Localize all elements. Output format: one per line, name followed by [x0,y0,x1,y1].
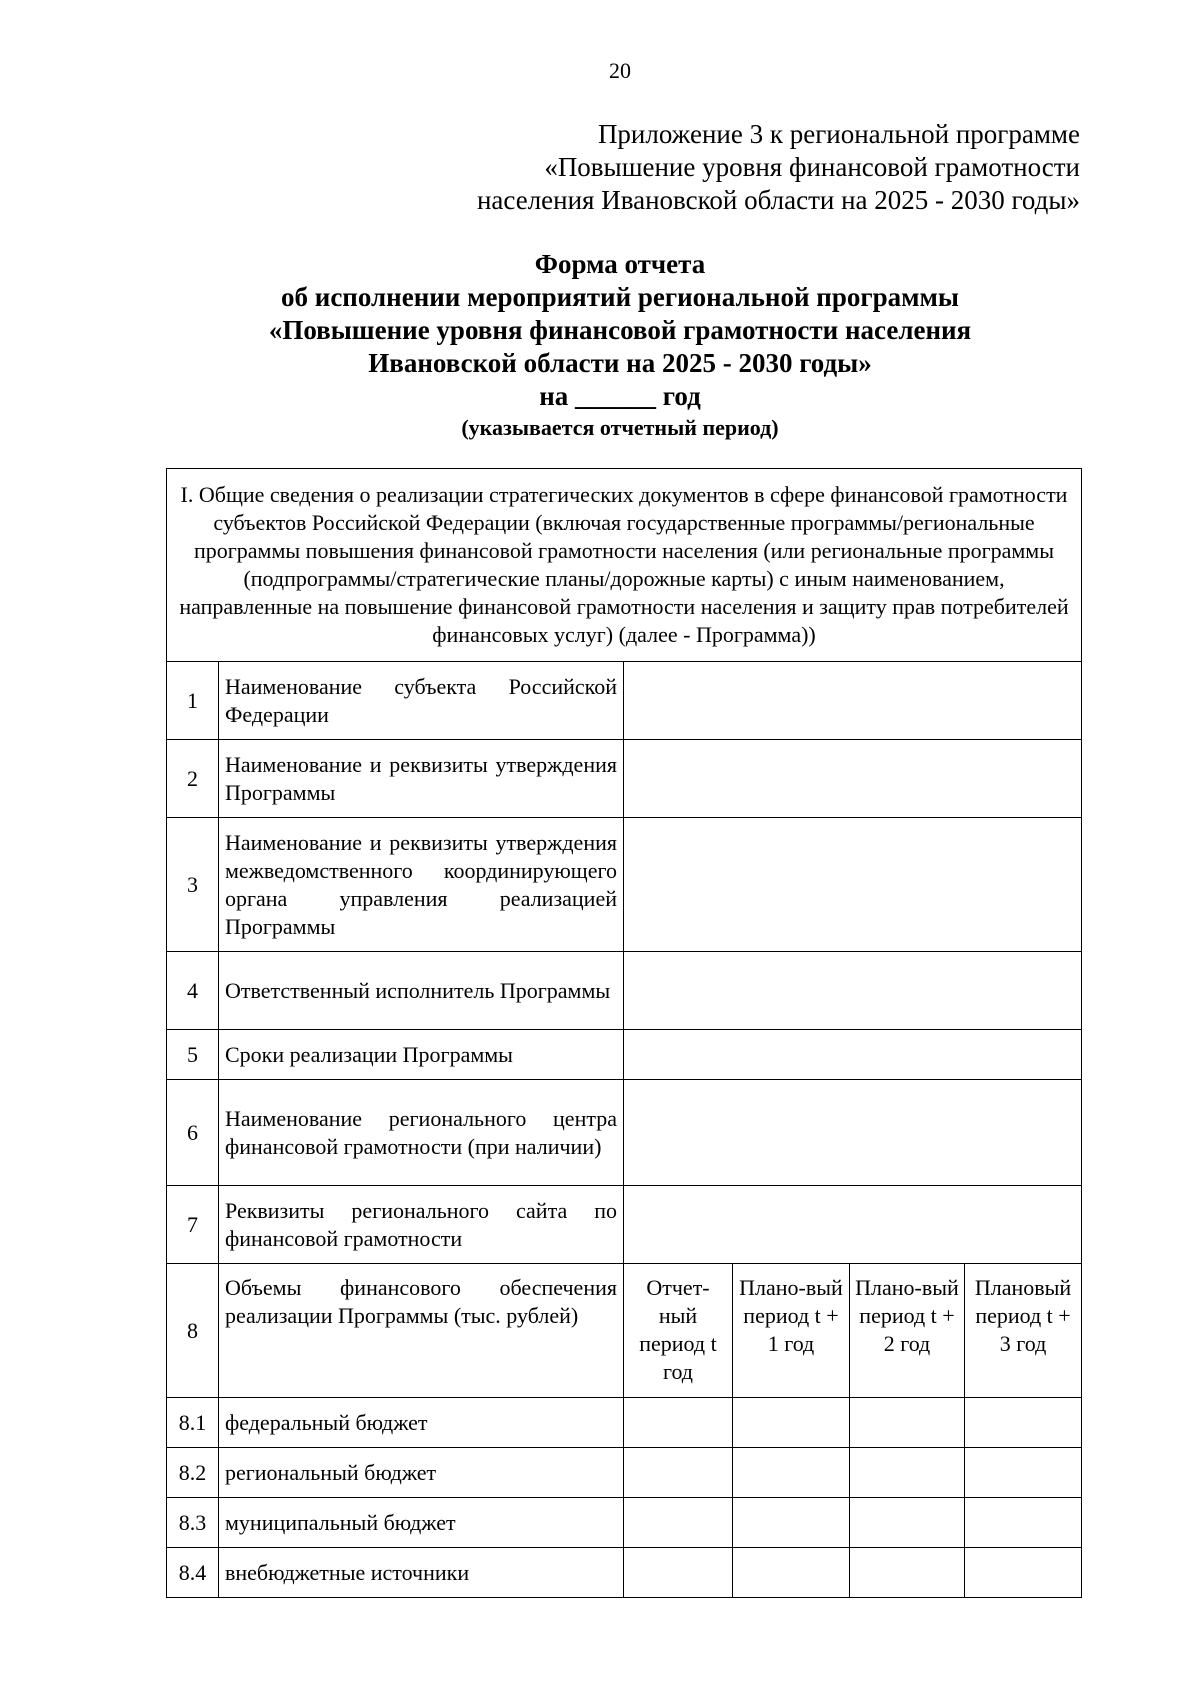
period-header-t2: Плано-вый период t + 2 год [850,1264,965,1398]
row-number: 3 [167,818,219,952]
value-cell[interactable] [965,1548,1082,1598]
row-number: 5 [167,1030,219,1080]
row-label: Наименование субъекта Российской Федерации [219,662,624,740]
table-row [167,1398,1082,1448]
table-row [167,662,1082,740]
value-cell[interactable] [965,1398,1082,1448]
value-cell[interactable] [850,1398,965,1448]
appendix-note [320,118,1080,217]
row-label: Наименование регионального центра финансовой грамотности (при наличии) [219,1080,624,1186]
value-cell[interactable] [733,1398,850,1448]
value-cell[interactable] [850,1448,965,1498]
title-line: Ивановской области на 2025 - 2030 годы» [368,348,872,378]
row-label: Реквизиты регионального сайта по финансовой грамотности [219,1186,624,1264]
row-number: 8.3 [167,1498,219,1548]
table-row [167,1186,1082,1264]
appendix-line: населения Ивановской области на 2025 - 2030 годы» [476,185,1080,215]
section-header: I. Общие сведения о реализации стратегических документов в сфере финансовой грамотности субъектов Российской Федерации (включая государственные программы/региональные программы повышения финансовой грамотности населения (или региональные программы (подпрограммы/стратегические планы/дорожные карты) с иным наименованием, направленные на повышение финансовой грамотности населения и защиту прав потребителей финансовых услуг) (далее - Программа)) [167,469,1082,662]
value-cell[interactable] [624,818,1082,952]
financing-header-row [167,1264,1082,1398]
report-form-table [166,468,1082,1598]
value-cell[interactable] [624,740,1082,818]
page-number: 20 [609,58,631,83]
row-label: Сроки реализации Программы [219,1030,624,1080]
value-cell[interactable] [733,1448,850,1498]
row-number: 7 [167,1186,219,1264]
value-cell[interactable] [624,1398,733,1448]
table-row [167,1030,1082,1080]
value-cell[interactable] [624,1548,733,1598]
title-line: об исполнении мероприятий региональной программы [281,282,959,312]
row-number: 8.1 [167,1398,219,1448]
value-cell[interactable] [965,1448,1082,1498]
form-title [140,248,1100,443]
value-cell[interactable] [624,1186,1082,1264]
period-header-t1: Плано-вый период t + 1 год [733,1264,850,1398]
row-label: Наименование и реквизиты утверждения Программы [219,740,624,818]
row-label: региональный бюджет [219,1448,624,1498]
value-cell[interactable] [624,1448,733,1498]
title-line: Форма отчета [534,249,706,279]
row-number: 8.2 [167,1448,219,1498]
row-label: Наименование и реквизиты утверждения межведомственного координирующего органа управления реализацией Программы [219,818,624,952]
period-header-t3: Плановый период t + 3 год [965,1264,1082,1398]
table-row [167,1548,1082,1598]
table-row [167,818,1082,952]
row-number: 6 [167,1080,219,1186]
table-row [167,952,1082,1030]
value-cell[interactable] [624,1080,1082,1186]
value-cell[interactable] [624,952,1082,1030]
row-number: 1 [167,662,219,740]
appendix-line: «Повышение уровня финансовой грамотности [544,152,1080,182]
row-label: Ответственный исполнитель Программы [219,952,624,1030]
title-line: «Повышение уровня финансовой грамотности населения [268,315,972,345]
value-cell[interactable] [965,1498,1082,1548]
value-cell[interactable] [850,1498,965,1548]
value-cell[interactable] [733,1498,850,1548]
title-year-line: на ______ год [539,381,701,411]
row-number: 8 [167,1264,219,1398]
row-number: 8.4 [167,1548,219,1598]
table-row [167,1498,1082,1548]
row-number: 2 [167,740,219,818]
row-label: федеральный бюджет [219,1398,624,1448]
period-note: (указывается отчетный период) [461,415,779,440]
appendix-line: Приложение 3 к региональной программе [597,119,1080,149]
table-row [167,1080,1082,1186]
row-label: муниципальный бюджет [219,1498,624,1548]
table-row [167,1448,1082,1498]
value-cell[interactable] [624,1498,733,1548]
table-row [167,740,1082,818]
row-label: Объемы финансового обеспечения реализации Программы (тыс. рублей) [219,1264,624,1398]
row-label: внебюджетные источники [219,1548,624,1598]
value-cell[interactable] [733,1548,850,1598]
value-cell[interactable] [624,662,1082,740]
value-cell[interactable] [850,1548,965,1598]
value-cell[interactable] [624,1030,1082,1080]
period-header-t: Отчет-ный период t год [624,1264,733,1398]
row-number: 4 [167,952,219,1030]
